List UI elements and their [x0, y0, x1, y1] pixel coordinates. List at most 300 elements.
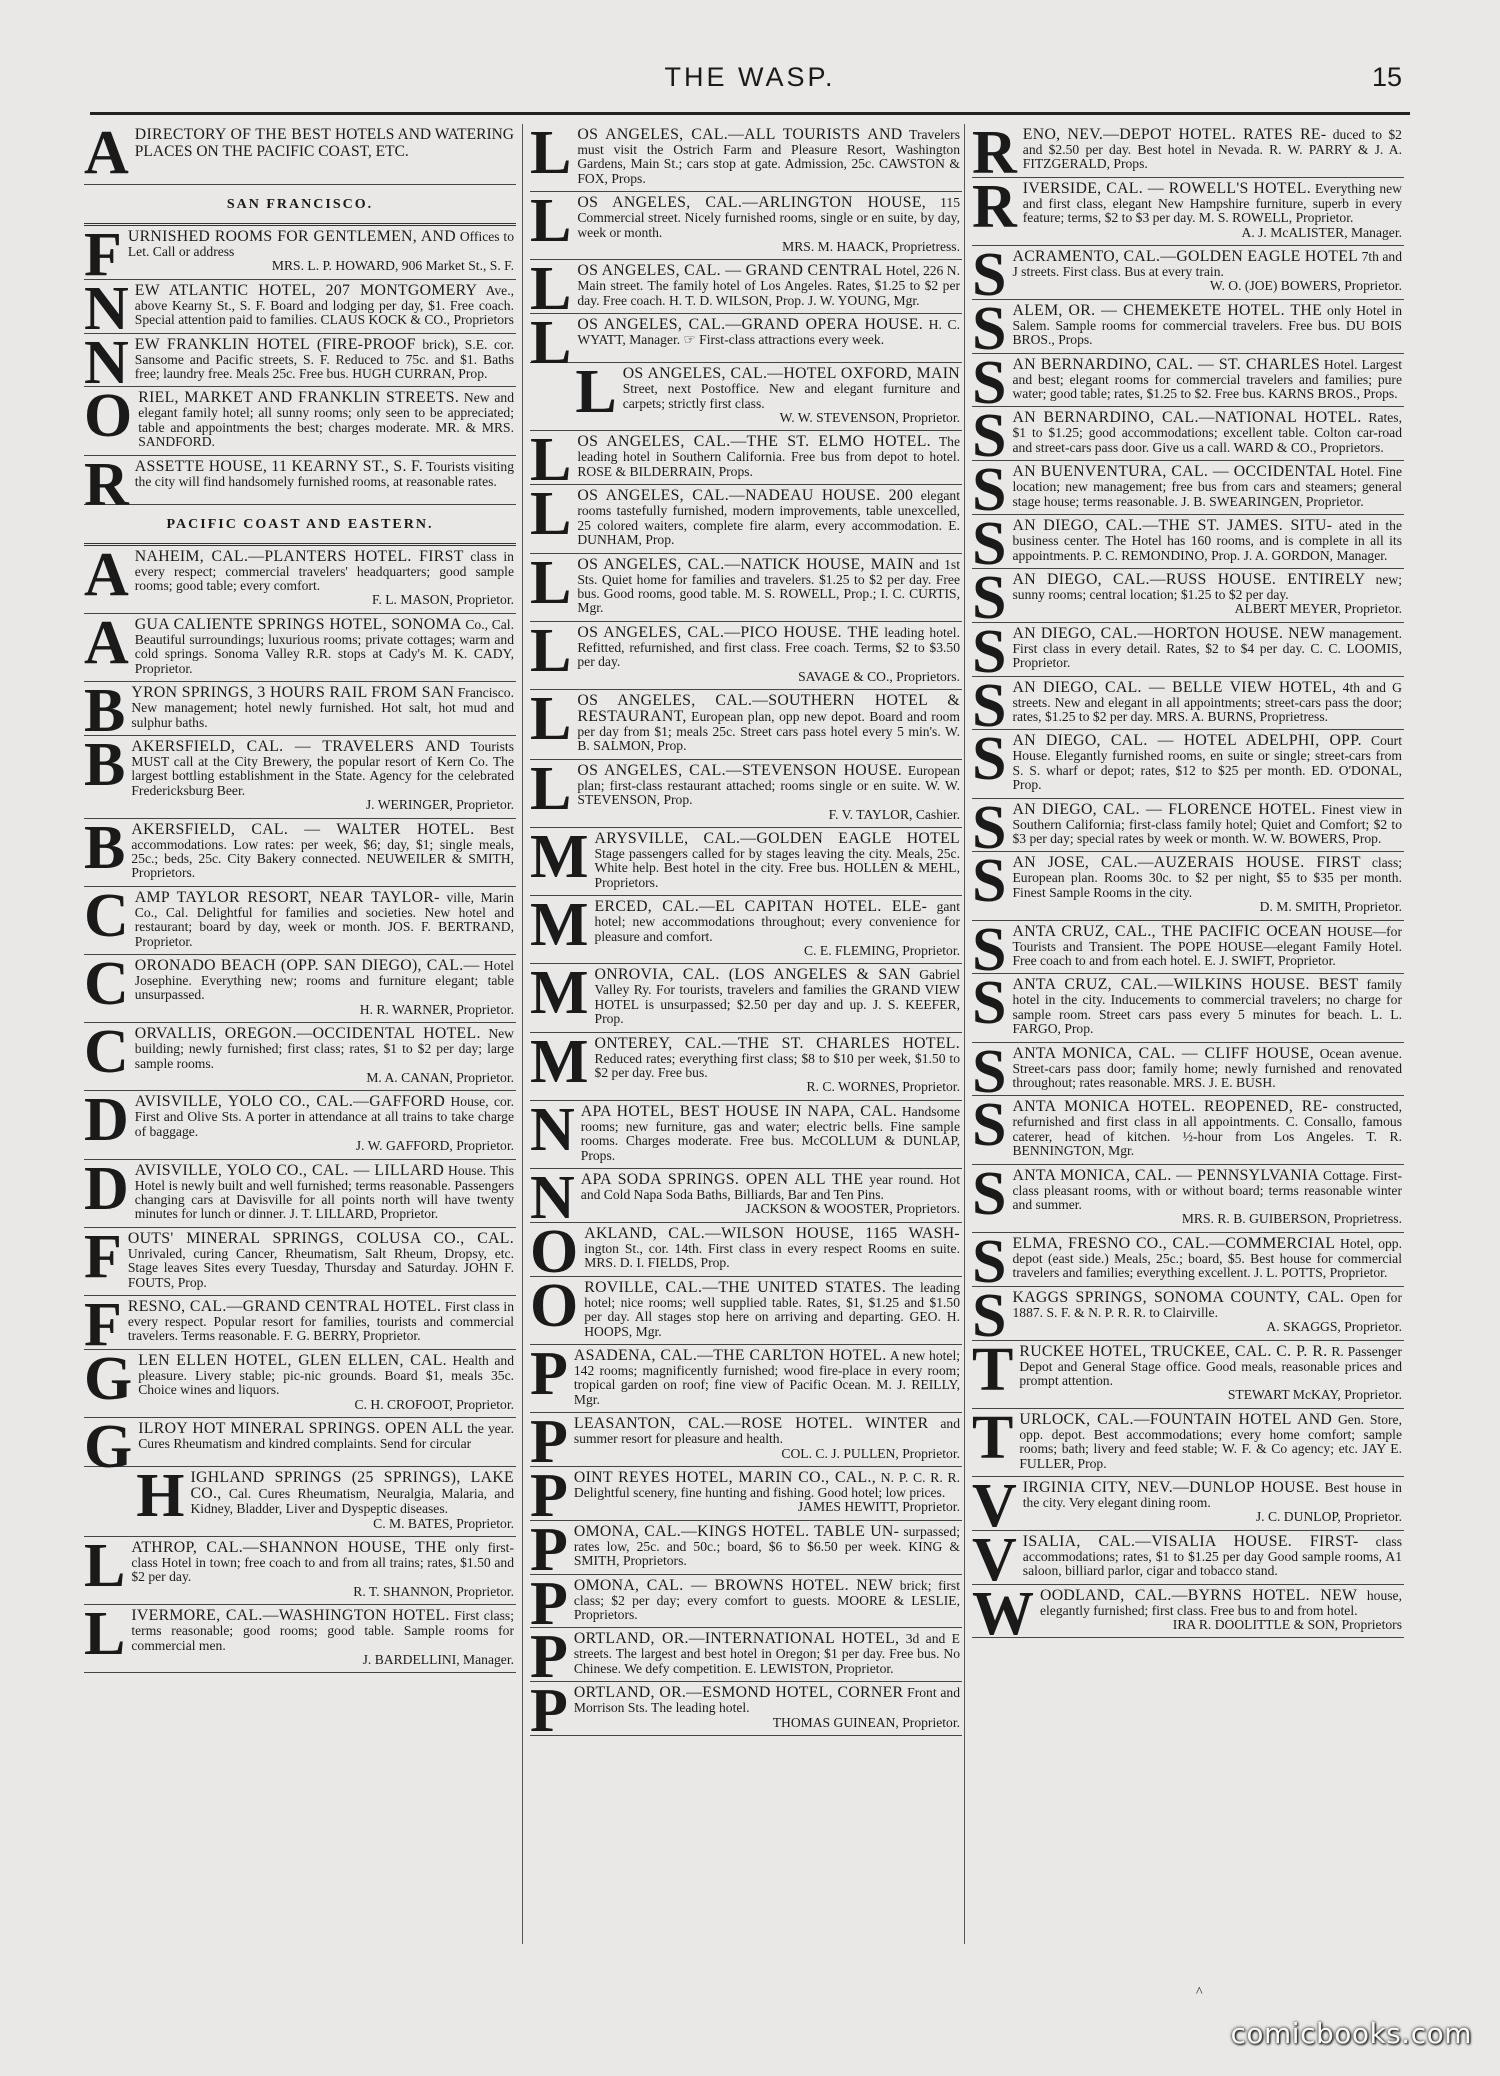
drop-cap-initial: S [972, 617, 1007, 686]
drop-cap-initial: C [84, 881, 129, 950]
listing-text: Cal. Cures Rheumatism, Neuralgia, Malaria, and Kidney, Bladder, Liver and Dyspeptic diseases. [190, 1486, 514, 1517]
listing-body [974, 249, 1402, 294]
listing-body [532, 434, 960, 479]
drop-cap-initial: R [972, 124, 1017, 187]
hotel-listing [84, 450, 516, 519]
hotel-listing [84, 221, 516, 289]
drop-cap-initial: S [972, 1037, 1007, 1106]
listing-text: the year. Cures Rheumatism and kindred complaints. Send for circular [138, 1421, 514, 1452]
listing-text: Hotel, 226 N. Main street. The family hotel of Los Angeles. Rates, $1.25 to $2 per day. Free coach. H. T. D. WILSON, Prop. J. W. YOUNG, Mgr. [577, 263, 960, 308]
listing-heading: OS ANGELES, CAL.—SOUTHERN HOTEL & RESTAURANT, [577, 691, 960, 725]
hotel-listing [972, 915, 1404, 984]
listing-body [530, 616, 960, 685]
listing-text: elegant rooms tastefully furnished, modern improvements, table unexcelled, 25 colored waiters, complete fire alarm, every accommodation. E. DUNHAM, Prop. [577, 488, 960, 548]
drop-cap-initial: N [84, 328, 129, 397]
drop-cap-initial: D [84, 1086, 129, 1155]
drop-cap-initial: L [530, 426, 572, 495]
hotel-listing [84, 328, 516, 397]
hotel-listing [530, 358, 962, 431]
hotel-listing [972, 969, 1404, 1042]
hotel-listing [530, 959, 962, 1032]
listing-body [972, 1159, 1402, 1228]
listing-text: Francisco. New management; hotel newly furnished. Hot salt, hot mud and sulphur baths. [131, 685, 514, 730]
hotel-listing [972, 563, 1404, 632]
listing-proprietor: JACKSON & WOOSTER, Proprietors. [745, 1201, 960, 1217]
listing-body [84, 1222, 514, 1291]
listing-heading: OS ANGELES, CAL.—NADEAU HOUSE. 200 [577, 487, 914, 505]
listing-body [84, 1154, 515, 1223]
listing-body [974, 1046, 1402, 1091]
hotel-listing [972, 124, 1404, 187]
hotel-listing [972, 402, 1404, 471]
listing-text: A new hotel; 142 rooms; magnificently furnished; wood fire-place in every room; tropical garden on roof; fine view of Pacific Ocean. M. J. REILLY, Mgr. [573, 1347, 961, 1407]
hotel-listing [972, 1403, 1404, 1477]
listing-text: HOUSE—for Tourists and Transient. The POPE HOUSE—elegant Family Hotel. Free coach to and from each hotel. E. J. SWIFT, Proprietor. [1012, 923, 1402, 968]
listing-text: only Hotel in Salem. Sample rooms for commercial travelers. Free bus. DU BOIS BROS., Props. [1012, 302, 1402, 348]
listing-text: house, elegantly furnished; first class. Free bus to and from hotel. [1040, 1587, 1402, 1618]
listing-heading: ANTA CRUZ, CAL.—WILKINS HOUSE. BEST [1012, 976, 1359, 994]
listing-heading: AKERSFIELD, CAL. — WALTER HOTEL. [131, 820, 475, 838]
hotel-listing [972, 793, 1404, 862]
hotel-listing [84, 608, 516, 682]
hotel-listing [972, 348, 1404, 417]
listing-heading: ISALIA, CAL.—VISALIA HOUSE. FIRST- [1022, 1532, 1359, 1550]
drop-cap-initial: S [972, 510, 1007, 579]
listing-heading: ANTA MONICA, CAL. — CLIFF HOUSE, [1012, 1044, 1314, 1062]
drop-cap-initial: H [136, 1462, 185, 1531]
listing-text: new; sunny rooms; central location; $1.25 to $2 per day. [1012, 571, 1402, 602]
listing-heading: AKERSFIELD, CAL. — TRAVELERS AND [131, 737, 460, 755]
hotel-listing [530, 891, 962, 964]
listing-text: gant hotel; new accommodations throughout; every convenience for pleasure and comfort. [594, 899, 960, 944]
drop-cap-initial: S [972, 915, 1007, 984]
listing-body [530, 1027, 960, 1096]
hotel-listing [530, 255, 962, 324]
listing-body [974, 1480, 1402, 1525]
hotel-listing [84, 1222, 516, 1296]
listing-body [532, 1470, 960, 1515]
listing-proprietor: M. A. CANAN, Proprietor. [366, 1070, 514, 1085]
listing-body [974, 802, 1402, 847]
listing-body [532, 1226, 960, 1271]
listing-body [974, 127, 1402, 172]
listing-text: Hotel. Fine location; new management; free bus from cars and steamers; general stage house; terms reasonable. J. B. SWEARINGEN, Proprietor. [1012, 464, 1402, 509]
listing-text: duced to $2 and $2.50 per day. Best hotel in Nevada. R. W. PARRY & J. A. FITZGERALD, Props. [1022, 127, 1402, 172]
drop-cap-initial: M [530, 822, 589, 891]
listing-proprietor: C. M. BATES, Proprietor. [373, 1515, 514, 1531]
hotel-listing [84, 540, 516, 614]
listing-proprietor: W. W. STEVENSON, Proprietor. [779, 410, 960, 426]
listing-text: Front and Morrison Sts. The leading hotel. [573, 1685, 960, 1716]
listing-proprietor: MRS. R. B. GUIBERSON, Proprietress. [1181, 1211, 1402, 1227]
listing-text: Everything new and first class, elegant New Hampshire furniture, superb in every feature; terms, $2 to $3 per day. M. S. ROWELL, Proprietor. [1022, 180, 1402, 226]
listing-heading: AN DIEGO, CAL. — FLORENCE HOTEL. [1012, 800, 1316, 818]
listing-body [530, 822, 960, 891]
hotel-listing [84, 730, 516, 819]
listing-body [974, 572, 1402, 617]
drop-cap-initial: R [972, 172, 1017, 241]
listing-body [972, 725, 1402, 794]
listing-body [84, 1018, 514, 1087]
hotel-listing [530, 480, 962, 553]
listing-text: Cottage. First-class pleasant rooms, with or without board; terms reasonable winter and summer. [1012, 1167, 1402, 1213]
drop-cap-initial: T [972, 1335, 1014, 1404]
listing-text: management. First class in every detail. Rates, $2 to $4 per day. C. C. LOOMIS, Proprietor. [1012, 625, 1402, 671]
hotel-listing [84, 1600, 516, 1673]
hotel-listing [84, 949, 516, 1023]
hotel-listing [530, 616, 962, 690]
directory-column-3 [972, 124, 1404, 1964]
drop-cap-initial: P [530, 1339, 568, 1408]
drop-cap-initial: A [84, 540, 129, 609]
listing-body [86, 1299, 514, 1344]
drop-cap-initial: N [530, 1095, 575, 1164]
drop-cap-initial: L [530, 187, 572, 256]
drop-cap-initial: P [530, 1623, 568, 1692]
listing-text: brick; first class; $2 per day; every comfort to guests. MOORE & LESLIE, Proprietors. [573, 1577, 960, 1622]
listing-heading: AN DIEGO, CAL.—HORTON HOUSE. NEW [1012, 624, 1326, 642]
listing-body [532, 317, 960, 347]
listing-text: Offices to Let. Call or address [127, 229, 515, 259]
hotel-listing [972, 1159, 1404, 1233]
hotel-listing [972, 1227, 1404, 1296]
listing-text: ington St., cor. 14th. First class in every respect Rooms en suite. MRS. D. I. FIELDS, Prop. [584, 1240, 960, 1271]
drop-cap-initial: P [530, 1515, 568, 1584]
listing-text: First class; terms reasonable; good rooms; good table. Sample rooms for commercial men. [131, 1608, 514, 1653]
listing-text: The leading hotel; nice rooms; well supplied table. Rates, $1, $1.25 and $1.50 per day. All stages stop here on arriving and departing. GEO. H. HOOPS, Mgr. [584, 1279, 961, 1339]
drop-cap-initial: B [84, 677, 126, 746]
hotel-listing [530, 1677, 962, 1746]
listing-proprietor: A. J. McALISTER, Manager. [1241, 224, 1402, 240]
listing-body [84, 813, 514, 882]
drop-cap-initial: R [84, 450, 129, 519]
listing-text: and 1st Sts. Quiet home for families and travelers. $1.25 to $2 per day. Free bus. Good rooms, good table. M. S. ROWELL, Prop.; I. C. CURTIS, Mgr. [577, 556, 960, 616]
listing-body [86, 685, 514, 730]
hotel-listing [972, 725, 1404, 798]
hotel-listing [84, 1086, 516, 1159]
listing-body [532, 1631, 960, 1676]
listing-heading: IVERSIDE, CAL. — ROWELL'S HOTEL. [1022, 179, 1311, 197]
listing-heading: OS ANGELES, CAL. — GRAND CENTRAL [577, 262, 883, 280]
listing-heading: GUA CALIENTE SPRINGS HOTEL, SONOMA [134, 615, 462, 633]
hotel-listing [84, 274, 516, 343]
listing-text: N. P. C. R. R. Delightful scenery, fine hunting and fishing. Good hotel; low prices. [573, 1469, 960, 1500]
listing-body [530, 684, 960, 754]
listing-text: Handsome rooms; new furniture, gas and water; electric bells. Fine sample rooms. Charges moderate. Free bus. McCOLLUM & DUNLAP, Props. [580, 1103, 960, 1163]
drop-cap-initial: N [84, 274, 129, 343]
listing-heading: AKLAND, CAL.—WILSON HOUSE, 1165 WASH- [584, 1224, 960, 1242]
listing-heading: ALEM, OR. — CHEMEKETE HOTEL. THE [1012, 301, 1323, 319]
listing-heading: ASSETTE HOUSE, 11 KEARNY ST., S. F. [134, 457, 424, 475]
drop-cap-initial: S [972, 402, 1007, 471]
listing-body [974, 464, 1402, 509]
drop-cap-initial: B [84, 730, 126, 799]
listing-proprietor: H. R. WARNER, Proprietor. [359, 1001, 514, 1017]
listing-heading: IGHLAND SPRINGS (25 SPRINGS), LAKE CO., [190, 1469, 514, 1503]
listing-heading: URNISHED ROOMS FOR GENTLEMEN, AND [127, 228, 456, 245]
directory-column-1 [84, 124, 516, 1964]
listing-text: class; European plan. Rooms 30c. to $2 per night, $5 to $35 per month. Finest Sample Rooms in the city. [1012, 855, 1403, 900]
drop-cap-initial: M [530, 959, 589, 1028]
drop-cap-initial: A [84, 608, 129, 677]
drop-cap-initial: P [530, 1461, 568, 1530]
listing-text: 4th and G streets. New and elegant in all appointments; street-cars pass the door; rates, $1.25 to $2 per day. MRS. A. BURNS, Proprietress. [1012, 679, 1402, 724]
listing-text: Best house in the city. Very elegant dining room. [1022, 1479, 1402, 1510]
listing-body [972, 847, 1403, 916]
listing-body [974, 303, 1402, 348]
listing-heading: ATHROP, CAL.—SHANNON HOUSE, THE [131, 1538, 447, 1556]
drop-cap-initial: L [530, 480, 572, 549]
listing-heading: ANTA MONICA, CAL. — PENNSYLVANIA [1012, 1166, 1320, 1184]
hotel-listing [530, 1095, 962, 1169]
listing-text: 7th and J streets. First class. Bus at every train. [1012, 249, 1403, 280]
listing-heading: IVERMORE, CAL.—WASHINGTON HOTEL. [131, 1607, 450, 1625]
drop-cap-initial: P [530, 1408, 568, 1477]
header-rule [90, 112, 1410, 115]
listing-text: New building; newly furnished; first class; rates, $1 to $2 per day; large sample rooms. [134, 1026, 514, 1071]
hotel-listing [972, 456, 1404, 525]
drop-cap-initial: P [530, 1677, 568, 1746]
listing-text: constructed, refurnished and first class in all appointments. C. Consallo, famous caterer, head of kitchen. ½-hour from Los Angeles. T. R. BENNINGTON, Mgr. [1012, 1099, 1402, 1159]
listing-body [530, 1271, 961, 1340]
hotel-listing [84, 1344, 516, 1418]
listing-body [972, 1403, 1402, 1472]
listing-heading: APA HOTEL, BEST HOUSE IN NAPA, CAL. [580, 1102, 898, 1120]
section-heading: SAN FRANCISCO. [84, 185, 516, 226]
listing-heading: ORTLAND, OR.—INTERNATIONAL HOTEL, [573, 1630, 900, 1648]
listing-body [974, 924, 1402, 969]
hotel-listing [84, 1531, 516, 1605]
listing-heading: ORVALLIS, OREGON.—OCCIDENTAL HOTEL. [134, 1025, 481, 1043]
listing-proprietor: C. E. FLEMING, Proprietor. [804, 943, 960, 958]
listing-body [84, 949, 514, 1018]
hotel-listing [972, 847, 1404, 920]
hotel-listing [84, 813, 516, 887]
listing-body [530, 480, 960, 549]
hotel-listing [84, 382, 516, 455]
listing-heading: ANTA CRUZ, CAL., THE PACIFIC OCEAN [1012, 922, 1323, 940]
listing-heading: ANTA MONICA HOTEL. REOPENED, RE- [1012, 1098, 1329, 1116]
listing-heading: OMONA, CAL.—KINGS HOTEL. TABLE UN- [573, 1522, 900, 1540]
listing-heading: ARYSVILLE, CAL.—GOLDEN EAGLE HOTEL [594, 829, 960, 847]
directory-intro [84, 124, 516, 185]
listing-proprietor: J. WERINGER, Proprietor. [365, 797, 514, 813]
listing-heading: AN DIEGO, CAL. — HOTEL ADELPHI, OPP. [1012, 732, 1362, 750]
listing-text: Stage passengers called for by stages leaving the city. Meals, 25c. White help. Best hotel in the city. Free bus. HOLLEN & MEHL, Proprietors. [594, 845, 960, 890]
drop-cap-initial: M [530, 1027, 589, 1096]
hotel-listing [530, 1569, 962, 1638]
listing-proprietor: STEWART McKAY, Proprietor. [1227, 1387, 1402, 1403]
watermark: comicbooks.com [1230, 2017, 1472, 2050]
drop-cap-initial: L [84, 1531, 126, 1600]
listing-text: Gen. Store, opp. depot. Best accommodations; every home comfort; sample rooms; bath; livery and feed stable; W. F. & Co agency; etc. JAY E. FULLER, Prop. [1019, 1411, 1402, 1471]
drop-cap-initial: L [530, 255, 572, 324]
listing-body [974, 410, 1402, 455]
hotel-listing [84, 1018, 516, 1091]
listing-text: Best accommodations. Low rates: per week, $6; day, $1; single meals, 25c.; beds, 25c. City Bakery connected. NEUWEILER & SMITH, Proprietors. [131, 821, 514, 881]
masthead-title: THE WASP. [664, 62, 836, 92]
listing-text: Finest view in Southern California; first-class family hotel; Quiet and Comfort; $2 to $3 per day; special rates by week or month. W. W. BOWERS, Prop. [1012, 801, 1403, 846]
listing-proprietor: SAVAGE & CO., Proprietors. [798, 668, 960, 684]
hotel-listing [530, 1339, 962, 1413]
listing-proprietor: D. M. SMITH, Proprietor. [1259, 899, 1402, 915]
drop-cap-initial: L [530, 684, 572, 753]
listing-proprietor: J. BARDELLINI, Manager. [362, 1651, 514, 1667]
listing-heading: RESNO, CAL.—GRAND CENTRAL HOTEL. [127, 1298, 442, 1316]
listing-proprietor: F. L. MASON, Proprietor. [371, 592, 514, 608]
listing-heading: ILROY HOT MINERAL SPRINGS. OPEN ALL [138, 1420, 464, 1438]
listing-heading: AVISVILLE, YOLO CO., CAL.—GAFFORD [134, 1093, 446, 1111]
listing-heading: OS ANGELES, CAL.—STEVENSON HOUSE. [577, 761, 902, 779]
listing-heading: NAHEIM, CAL.—PLANTERS HOTEL. FIRST [134, 547, 464, 565]
hotel-listing [530, 754, 962, 828]
drop-cap-initial: S [972, 456, 1007, 525]
listing-text: 3d and E streets. The largest and best hotel in Oregon; $1 per day. Free bus. No Chinese. We defy competition. E. LEWISTON, Proprietor. [573, 1631, 960, 1676]
listing-body [84, 1600, 514, 1669]
listing-heading: OS ANGELES, CAL.—ARLINGTON HOUSE, [577, 194, 927, 212]
listing-proprietor: MRS. M. HAACK, Proprietress. [782, 239, 960, 255]
listing-body [530, 1339, 961, 1408]
listing-body [84, 1531, 514, 1600]
listing-body [86, 1421, 514, 1451]
listing-heading: ELMA, FRESNO CO., CAL.—COMMERCIAL [1012, 1234, 1336, 1252]
listing-text: 115 Commercial street. Nicely furnished rooms, single or en suite, by day, week or month. [577, 195, 960, 240]
hotel-listing [530, 1623, 962, 1692]
listing-body [86, 459, 514, 489]
listing-body [530, 891, 960, 960]
listing-proprietor: ALBERT MEYER, Proprietor. [1234, 601, 1402, 617]
listing-body [532, 1172, 960, 1217]
drop-cap-initial: S [972, 1159, 1007, 1228]
listing-body [972, 1335, 1402, 1404]
listing-body [972, 172, 1402, 241]
listing-text: The leading hotel in Southern California. Free bus from depot to hotel. ROSE & BILDERRAIN, Props. [577, 434, 961, 479]
listing-text: and summer resort for pleasure and health. [573, 1416, 960, 1447]
hotel-listing [972, 294, 1404, 363]
listing-text: Court House. Elegantly furnished rooms, en suite or single; street-cars from S. S. wharf or depot; rates, $12 to $25 per month. ED. O'DONAL, Prop. [1012, 733, 1402, 793]
listing-body [84, 1086, 514, 1155]
listing-body [974, 1236, 1402, 1281]
listing-text: Unrivaled, curing Cancer, Rheumatism, Salt Rheum, Dropsy, etc. Stage leaves Sites every Tuesday, Thursday and Saturday. JOHN F. FOUTS, Prop. [127, 1245, 514, 1290]
listing-proprietor: A. SKAGGS, Proprietor. [1266, 1319, 1402, 1335]
listing-text: surpassed; rates low, 25c. and 50c.; board, $6 to $6.50 per week. KING & SMITH, Proprietors. [573, 1523, 960, 1569]
listing-proprietor: THOMAS GUINEAN, Proprietor. [772, 1714, 960, 1730]
listing-heading: ENO, NEV.—DEPOT HOTEL. RATES RE- [1022, 126, 1327, 143]
listing-heading: ACRAMENTO, CAL.—GOLDEN EAGLE HOTEL [1012, 248, 1359, 266]
drop-cap-initial: V [972, 1525, 1017, 1594]
section-heading: PACIFIC COAST AND EASTERN. [84, 505, 516, 546]
drop-cap-initial: L [530, 309, 572, 378]
listing-body [974, 626, 1402, 671]
listing-heading: YRON SPRINGS, 3 HOURS RAIL FROM SAN [131, 684, 455, 702]
listing-text: only first-class Hotel in town; free coach to and from all trains; rates, $1.50 and $2 per day. [131, 1539, 514, 1585]
listing-text: Hotel. Largest and best; elegant rooms for commercial travelers and families; pure water; good table; rates, $1.25 to $2. Free bus. KARNS BROS., Props. [1012, 356, 1402, 402]
listing-text: brick), S.E. cor. Sansome and Pacific streets, S. F. Reduced to 75c. and $1. Baths free; laundry free. Meals 25c. Free bus. HUGH CURRAN, Prop. [134, 336, 514, 382]
listing-text: class accommodations; rates, $1 to $1.25 per day Good sample rooms, A1 saloon, billiard parlor, cigar and tobacco stand. [1022, 1533, 1402, 1579]
listing-heading: OS ANGELES, CAL.—GRAND OPERA HOUSE. [577, 316, 923, 334]
hotel-listing [530, 426, 962, 495]
listing-body [532, 263, 960, 308]
drop-cap-initial: L [530, 548, 572, 617]
hotel-listing [972, 1281, 1404, 1350]
caret-mark: ^ [1196, 1985, 1203, 2000]
hotel-listing [972, 172, 1404, 246]
hotel-listing [530, 1027, 962, 1101]
listing-body [84, 730, 514, 813]
hotel-listing [972, 1579, 1404, 1648]
listing-body [530, 754, 960, 823]
hotel-listing [530, 1217, 962, 1286]
drop-cap-initial: L [84, 1600, 126, 1669]
drop-cap-initial: L [575, 358, 617, 427]
listing-text: family hotel in the city. Inducements to commercial travelers; no charge for sample room. Street cars pass every 5 minutes for beach. L. L. FARGO, Prop. [1012, 977, 1402, 1037]
page-number: 15 [1371, 62, 1402, 92]
listing-heading: DIRECTORY OF THE BEST [134, 126, 332, 143]
listing-text: year round. Hot and Cold Napa Soda Baths, Billiards, Bar and Ten Pins. [580, 1172, 960, 1203]
listing-body [86, 229, 514, 274]
column-divider [522, 124, 523, 1944]
listing-proprietor: C. H. CROFOOT, Proprietor. [354, 1396, 514, 1412]
listing-text: Gabriel Valley Ry. For tourists, travelers and families the GRAND VIEW HOTEL is unsurpassed; $2.50 per day and up. J. S. KEEFER, Prop. [594, 967, 960, 1027]
listing-text: New and elegant family hotel; all sunny rooms; only seen to be appreciated; table and appointments the best; charges moderate. MR. & MRS. SANDFORD. [138, 390, 514, 450]
drop-cap-initial: C [84, 1018, 129, 1087]
drop-cap-initial: F [84, 1291, 122, 1360]
listing-text: House, cor. First and Olive Sts. A porter in attendance at all trains to take charge of baggage. [134, 1094, 514, 1139]
listing-body [530, 187, 960, 256]
listing-body [86, 283, 514, 328]
page-header [90, 62, 1410, 114]
drop-cap-initial: V [972, 1471, 1017, 1540]
listing-text: Tourists visiting the city will find handsomely furnished rooms, at reasonable rates. [134, 458, 515, 489]
hotel-listing [530, 1271, 962, 1345]
listing-proprietor: F. V. TAYLOR, Cashier. [828, 806, 960, 822]
hotel-listing [530, 187, 962, 260]
listing-body [972, 1091, 1402, 1160]
drop-cap-initial: O [530, 1217, 579, 1286]
listing-body [974, 518, 1402, 563]
listing-body [974, 357, 1402, 402]
listing-text: Health and pleasure. Livery stable; pic-nic grounds. Board $1, meals 35c. Choice wines and liquors. [138, 1352, 515, 1398]
drop-cap-initial: G [84, 1344, 133, 1413]
listing-body [974, 1290, 1402, 1335]
listing-text: Hotel Josephine. Everything new; rooms and furniture elegant; table unsurpassed. [134, 957, 514, 1003]
drop-cap-initial: S [972, 241, 1007, 310]
hotel-listing [972, 1335, 1404, 1409]
listing-proprietor: J. C. DUNLOP, Proprietor. [1255, 1509, 1402, 1525]
drop-cap-initial: S [972, 348, 1007, 417]
listing-text: class in every respect; commercial travelers' headquarters; good sample rooms; good table; every comfort. [134, 548, 514, 594]
listing-heading: AN JOSE, CAL.—AUZERAIS HOUSE. FIRST [1012, 854, 1361, 872]
drop-cap-initial: L [530, 754, 572, 823]
listing-proprietor: R. T. SHANNON, Proprietor. [353, 1583, 514, 1599]
listing-text: HOTELS AND WATERING PLACES ON THE PACIFIC COAST, ETC. [134, 126, 514, 160]
listing-heading: AN BUENVENTURA, CAL. — OCCIDENTAL [1012, 463, 1337, 481]
listing-text: Reduced rates; everything first class; $8 to $10 per week, $1.50 to $2 per day. Free bus. [594, 1050, 960, 1081]
hotel-listing [530, 822, 962, 896]
hotel-listing [972, 671, 1404, 740]
listing-proprietor: R. C. WORNES, Proprietor. [806, 1079, 960, 1095]
listing-heading: OS ANGELES, CAL.—PICO HOUSE. THE [577, 623, 880, 641]
listing-heading: ROVILLE, CAL.—THE UNITED STATES. [584, 1278, 887, 1296]
drop-cap-initial: M [530, 891, 589, 960]
listing-text: Open for 1887. S. F. & N. P. R. R. to Clairville. [1012, 1289, 1402, 1320]
drop-cap-initial: S [972, 1281, 1007, 1350]
drop-cap-initial: N [530, 1164, 575, 1233]
drop-cap-initial: S [972, 793, 1007, 862]
listing-heading: ORONADO BEACH (OPP. SAN DIEGO), CAL.— [134, 956, 480, 974]
listing-heading: RIEL, MARKET AND FRANKLIN STREETS. [138, 389, 460, 407]
listing-heading: OS ANGELES, CAL.—ALL TOURISTS AND [577, 126, 903, 143]
